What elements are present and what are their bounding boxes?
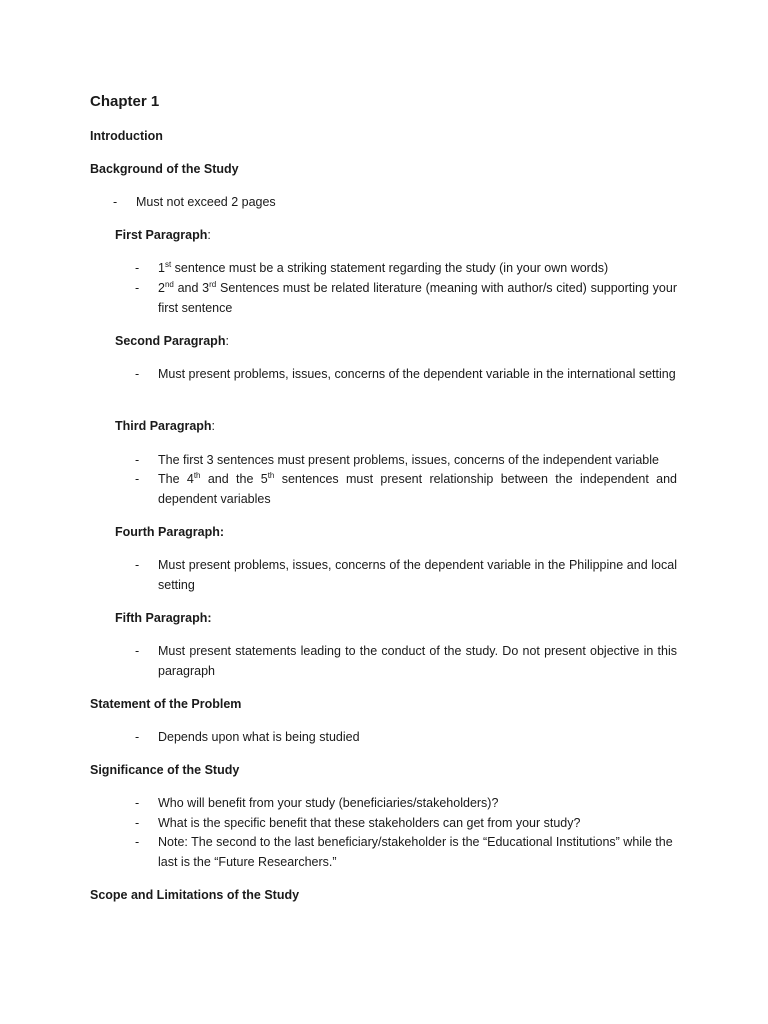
bullet-dash: - xyxy=(135,816,140,830)
bullet-dash: - xyxy=(135,558,140,572)
bullet-dash: - xyxy=(135,644,140,658)
background-heading: Background of the Study xyxy=(90,162,239,176)
second-paragraph-item-1: Must present problems, issues, concerns of the dependent variable in the international setting xyxy=(158,367,676,381)
ordinal-number: 1 xyxy=(158,261,165,275)
bullet-dash: - xyxy=(135,796,140,810)
bullet-dash: - xyxy=(113,195,118,209)
statement-item-1: Depends upon what is being studied xyxy=(158,730,360,744)
first-paragraph-item-1 xyxy=(158,258,677,278)
second-paragraph-heading xyxy=(115,331,229,351)
first-paragraph-label: First Paragraph xyxy=(115,228,208,242)
item-text: and the 5 xyxy=(200,472,268,486)
item-text: Sentences must be related literature (meaning with author/s cited) supporting your first sentence xyxy=(158,281,677,315)
item-text: sentences must present relationship between the independent and dependent variables xyxy=(158,472,677,506)
bullet-dash: - xyxy=(135,281,140,295)
statement-heading: Statement of the Problem xyxy=(90,697,242,711)
chapter-title: Chapter 1 xyxy=(90,93,160,110)
fourth-paragraph-item-1: Must present problems, issues, concerns of the dependent variable in the Philippine and local setting xyxy=(158,558,677,592)
significance-item-3: Note: The second to the last beneficiary/stakeholder is the “Educational Institutions” while the last is the “Future Researchers.” xyxy=(158,835,673,869)
ordinal-suffix: st xyxy=(164,259,172,269)
scope-heading: Scope and Limitations of the Study xyxy=(90,888,300,902)
bullet-dash: - xyxy=(135,730,140,744)
bullet-dash: - xyxy=(135,453,140,467)
bullet-dash: - xyxy=(135,472,140,486)
heading-colon: : xyxy=(211,419,216,433)
significance-heading: Significance of the Study xyxy=(90,763,240,777)
second-paragraph-label: Second Paragraph xyxy=(115,334,226,348)
significance-item-2: What is the specific benefit that these stakeholders can get from your study? xyxy=(158,816,581,830)
third-paragraph-label: Third Paragraph xyxy=(115,419,212,433)
third-paragraph-item-1: The first 3 sentences must present problems, issues, concerns of the independent variable xyxy=(158,453,659,467)
fifth-paragraph-heading: Fifth Paragraph: xyxy=(115,611,212,625)
third-paragraph-item-2 xyxy=(158,469,677,509)
heading-colon: : xyxy=(207,228,211,242)
bullet-dash: - xyxy=(135,367,140,381)
bullet-dash: - xyxy=(135,261,140,275)
first-paragraph-heading xyxy=(115,225,211,245)
item-text: and 3 xyxy=(173,281,210,295)
introduction-heading: Introduction xyxy=(90,129,163,143)
fifth-paragraph-item-1: Must present statements leading to the conduct of the study. Do not present objective in this paragraph xyxy=(158,644,677,678)
background-note: Must not exceed 2 pages xyxy=(136,195,276,209)
ordinal-suffix: th xyxy=(193,470,201,480)
ordinal-suffix: rd xyxy=(209,279,217,289)
ordinal-number: 2 xyxy=(158,281,165,295)
ordinal-suffix: th xyxy=(267,470,275,480)
third-paragraph-heading xyxy=(115,416,215,436)
fourth-paragraph-heading: Fourth Paragraph: xyxy=(115,525,225,539)
first-paragraph-item-2 xyxy=(158,278,677,318)
significance-item-1: Who will benefit from your study (beneficiaries/stakeholders)? xyxy=(158,796,499,810)
item-text: sentence must be a striking statement regarding the study (in your own words) xyxy=(171,261,609,275)
bullet-dash: - xyxy=(135,835,140,849)
ordinal-suffix: nd xyxy=(164,279,174,289)
item-text: The 4 xyxy=(158,472,194,486)
heading-colon: : xyxy=(225,334,229,348)
